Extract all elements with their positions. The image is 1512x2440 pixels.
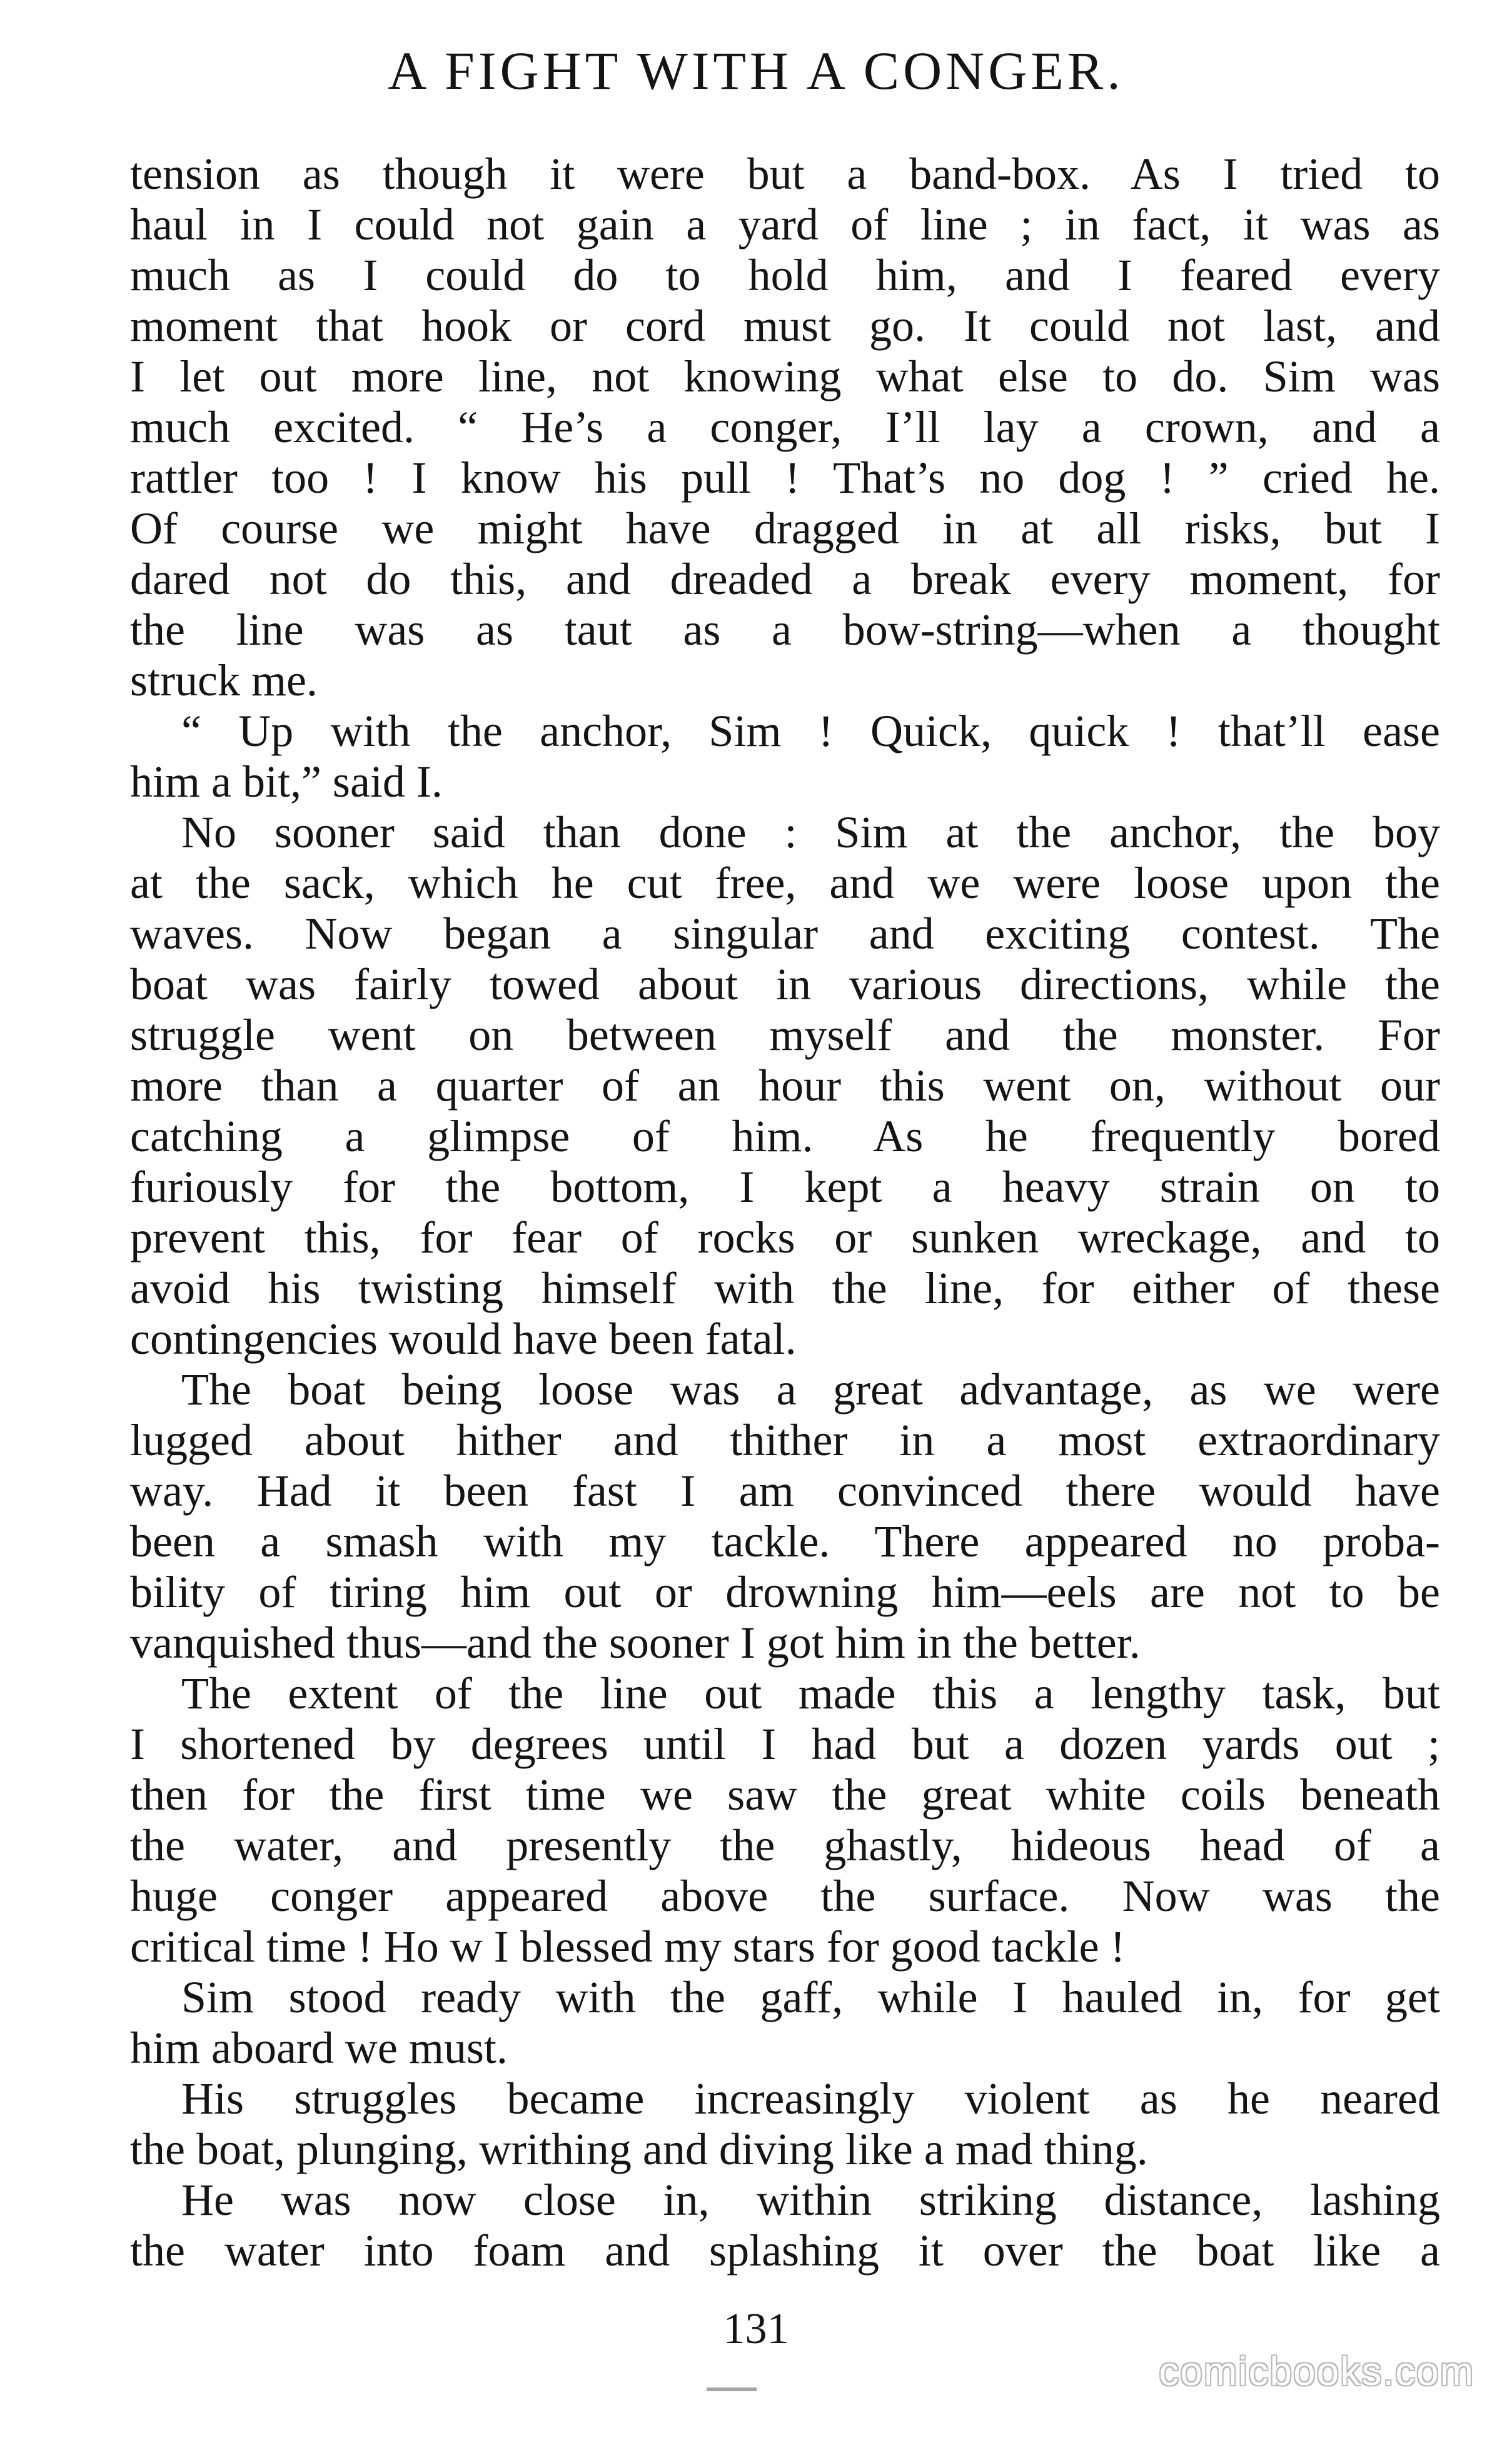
text-line: much as I could do to hold him, and I feared every [130, 250, 1440, 300]
footer-rule [707, 2387, 757, 2391]
text-line: bility of tiring him out or drowning him—eels are not to be [130, 1567, 1440, 1617]
text-line: “ Up with the anchor, Sim ! Quick, quick ! that’ll ease [181, 706, 1440, 756]
text-line: struggle went on between myself and the monster. For [130, 1010, 1440, 1060]
text-line: I let out more line, not knowing what else to do. Sim was [130, 351, 1440, 401]
text-line: huge conger appeared above the surface. Now was the [130, 1871, 1440, 1921]
text-line: avoid his twisting himself with the line, for either of these [130, 1263, 1440, 1313]
text-line: struck me. [130, 655, 318, 705]
text-line: The extent of the line out made this a lengthy task, but [181, 1668, 1440, 1718]
watermark: comicbooks.com [1159, 2349, 1474, 2394]
text-line: He was now close in, within striking distance, lashing [181, 2175, 1440, 2225]
text-line: haul in I could not gain a yard of line ; in fact, it was as [130, 199, 1440, 250]
text-line: moment that hook or cord must go. It could not last, and [130, 301, 1440, 351]
text-line: been a smash with my tackle. There appeared no proba- [130, 1516, 1440, 1566]
text-line: at the sack, which he cut free, and we were loose upon the [130, 858, 1440, 908]
text-line: catching a glimpse of him. As he frequently bored [130, 1111, 1440, 1161]
text-line: dared not do this, and dreaded a break every moment, for [130, 554, 1440, 604]
text-line: boat was fairly towed about in various directions, while the [130, 959, 1440, 1009]
text-line: Sim stood ready with the gaff, while I hauled in, for get [181, 1972, 1440, 2022]
text-line: The boat being loose was a great advantage, as we were [181, 1364, 1440, 1414]
text-line: him a bit,” said I. [130, 757, 443, 807]
text-line: vanquished thus—and the sooner I got him in the better. [130, 1618, 1141, 1668]
text-line: His struggles became increasingly violent as he neared [181, 2074, 1440, 2124]
text-line: prevent this, for fear of rocks or sunken wreckage, and to [130, 1212, 1440, 1263]
text-line: then for the first time we saw the great white coils beneath [130, 1770, 1440, 1820]
text-line: critical time ! Ho w I blessed my stars for good tackle ! [130, 1922, 1126, 1972]
text-line: lugged about hither and thither in a most extraordinary [130, 1415, 1440, 1465]
text-line: Of course we might have dragged in at all risks, but I [130, 503, 1440, 553]
text-line: the water, and presently the ghastly, hideous head of a [130, 1820, 1440, 1870]
text-line: No sooner said than done : Sim at the anchor, the boy [181, 807, 1440, 857]
text-line: I shortened by degrees until I had but a dozen yards out ; [130, 1719, 1440, 1769]
text-line: the water into foam and splashing it over the boat like a [130, 2226, 1440, 2276]
text-line: furiously for the bottom, I kept a heavy strain on to [130, 1162, 1440, 1212]
page-number: 131 [723, 2305, 789, 2353]
text-line: more than a quarter of an hour this went on, without our [130, 1061, 1440, 1111]
text-line: waves. Now began a singular and exciting contest. The [130, 909, 1440, 959]
text-line: tension as though it were but a band-box. As I tried to [130, 149, 1440, 199]
text-line: much excited. “ He’s a conger, I’ll lay a crown, and a [130, 402, 1440, 452]
text-line: the boat, plunging, writhing and diving like a mad thing. [130, 2124, 1148, 2174]
text-line: way. Had it been fast I am convinced there would have [130, 1466, 1440, 1516]
body-text [130, 149, 1440, 2276]
text-line: him aboard we must. [130, 2023, 508, 2073]
text-line: the line was as taut as a bow-string—when a thought [130, 605, 1440, 655]
text-line: contingencies would have been fatal. [130, 1314, 797, 1364]
page-title: A FIGHT WITH A CONGER. [388, 41, 1124, 101]
text-line: rattler too ! I know his pull ! That’s no dog ! ” cried he. [130, 453, 1440, 503]
